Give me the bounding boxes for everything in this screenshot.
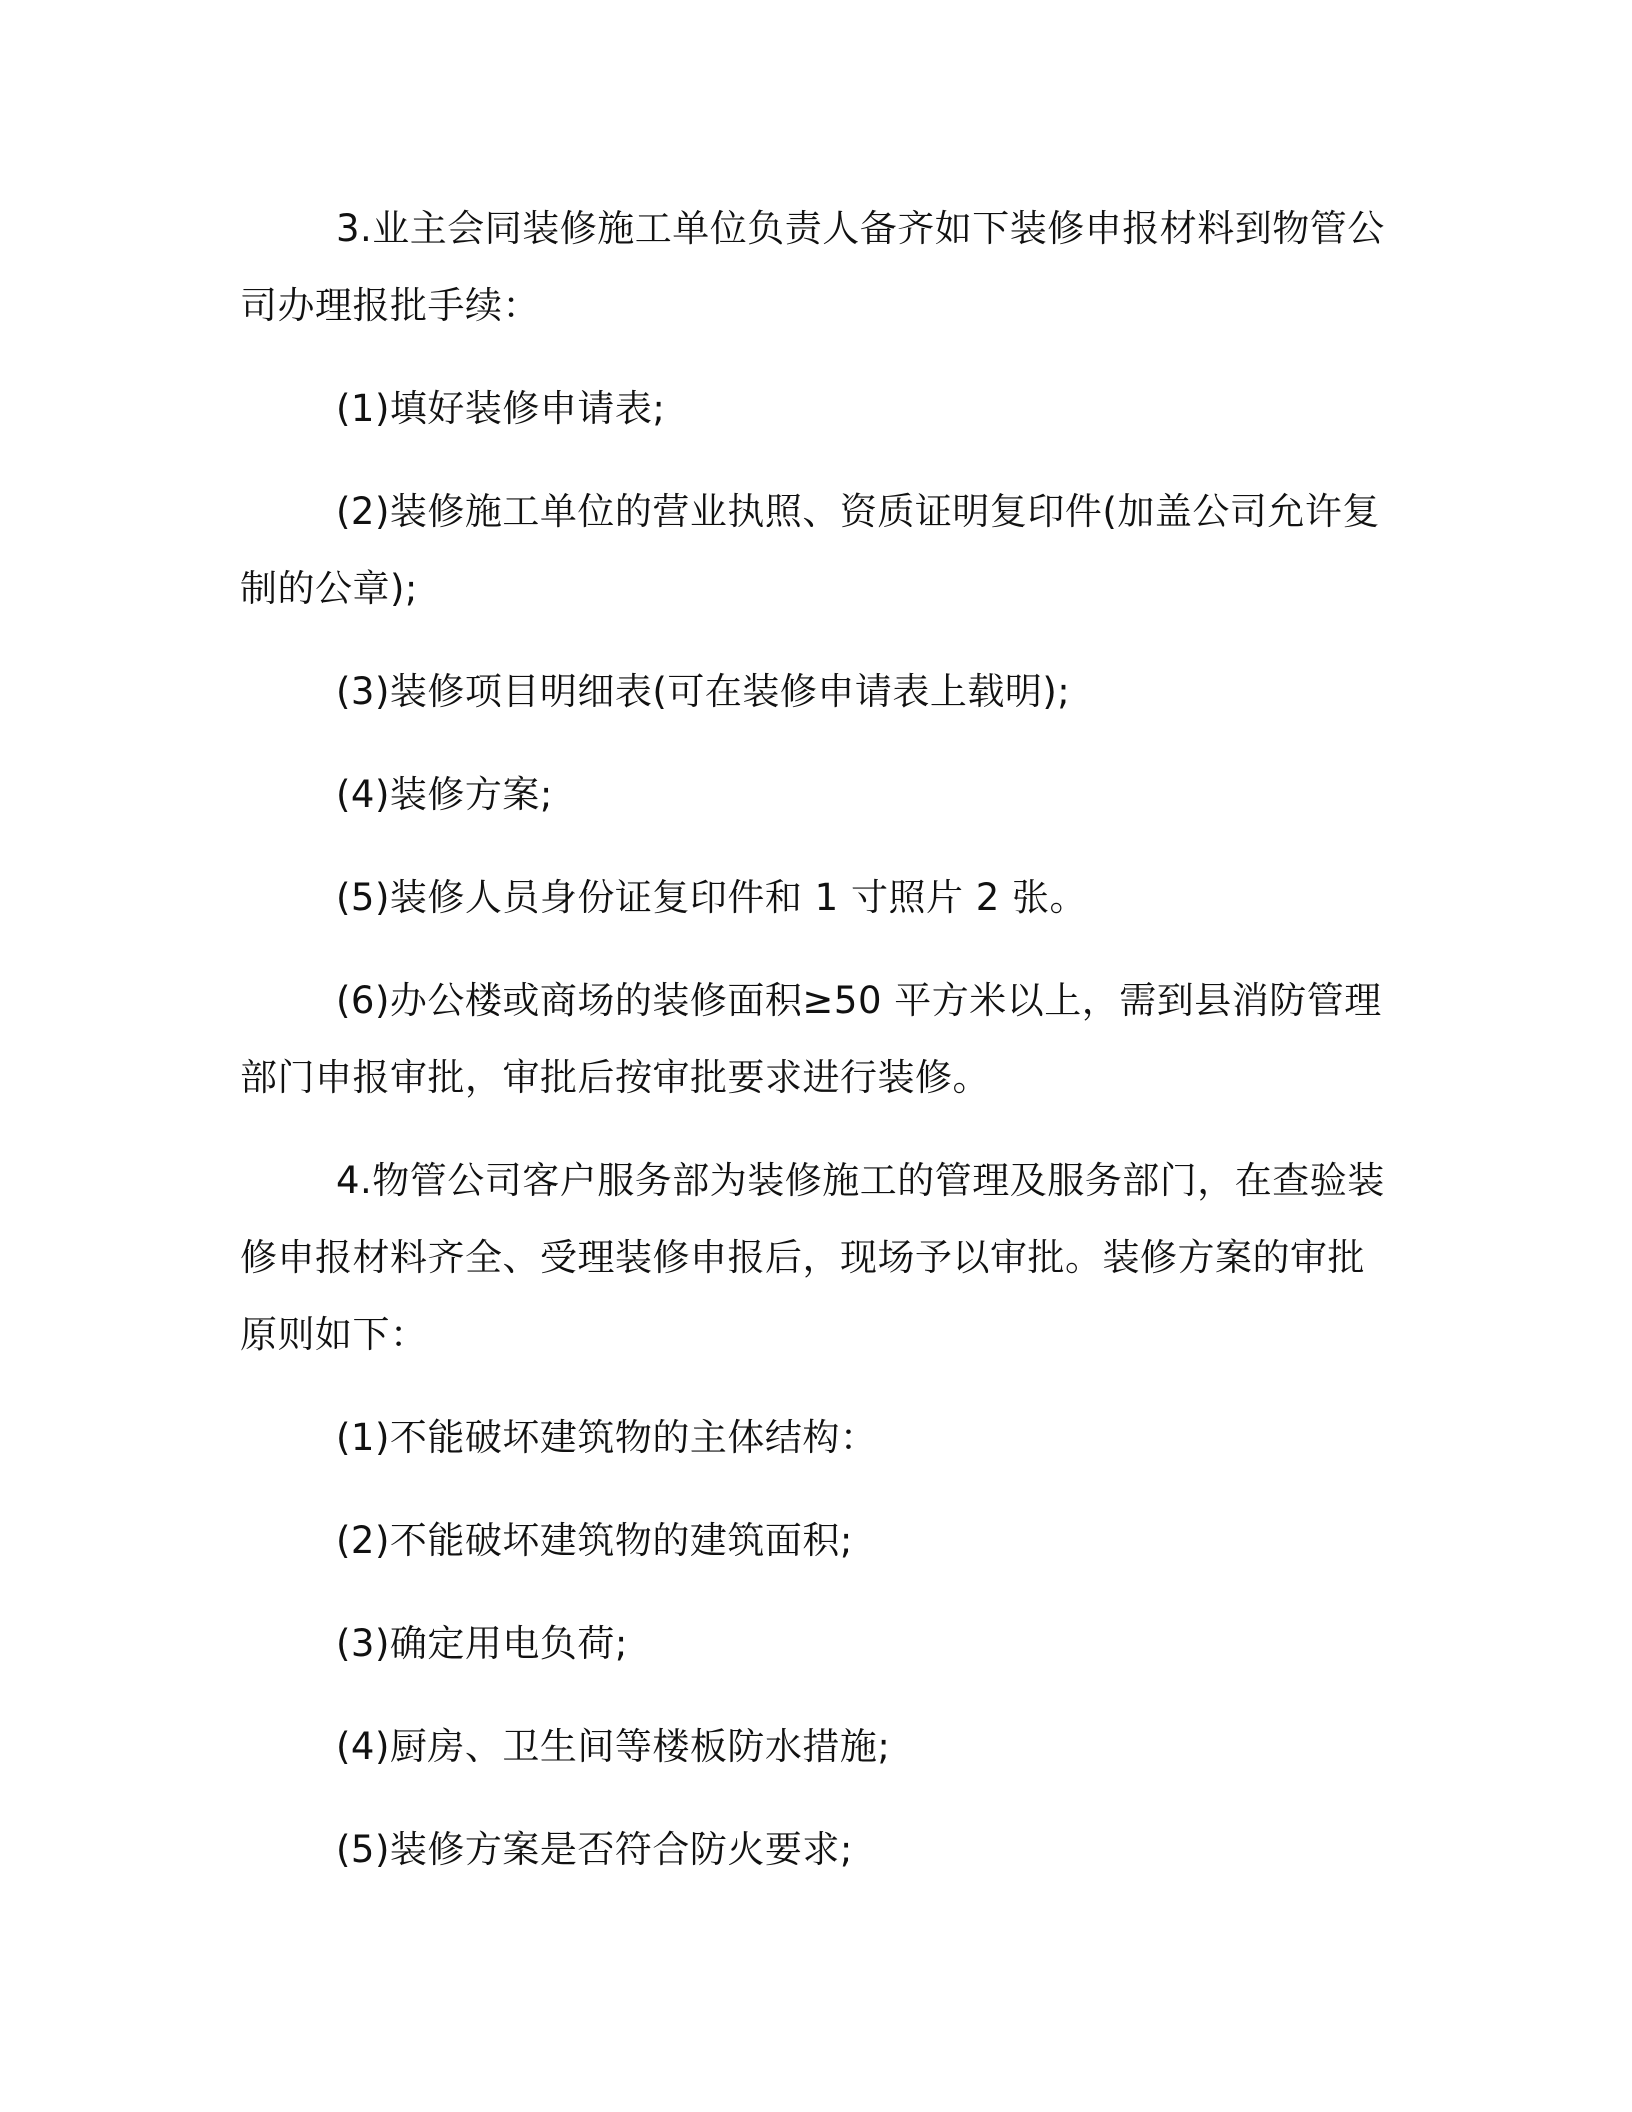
paragraph-item4-intro: 4.物管公司客户服务部为装修施工的管理及服务部门，在查验装修申报材料齐全、受理装修申报后，现场予以审批。装修方案的审批原则如下： bbox=[240, 1159, 1385, 1356]
paragraph-item3-intro: 3.业主会同装修施工单位负责人备齐如下装修申报材料到物管公司办理报批手续： bbox=[240, 207, 1385, 327]
document-body bbox=[240, 190, 1390, 1914]
paragraph-item3-3: (3)装修项目明细表(可在装修申请表上载明); bbox=[336, 670, 1071, 713]
paragraph-item4-4: (4)厨房、卫生间等楼板防水措施; bbox=[336, 1725, 891, 1768]
paragraph-item3-5: (5)装修人员身份证复印件和 1 寸照片 2 张。 bbox=[336, 876, 1088, 919]
paragraph-item4-3: (3)确定用电负荷; bbox=[336, 1622, 628, 1665]
paragraph-item3-6: (6)办公楼或商场的装修面积≥50 平方米以上，需到县消防管理部门申报审批，审批后按审批要求进行装修。 bbox=[240, 979, 1382, 1099]
paragraph-item3-1: (1)填好装修申请表; bbox=[336, 387, 666, 430]
paragraph-item4-1: (1)不能破坏建筑物的主体结构： bbox=[336, 1416, 878, 1459]
paragraph-item4-2: (2)不能破坏建筑物的建筑面积; bbox=[336, 1519, 853, 1562]
paragraph-item3-2: (2)装修施工单位的营业执照、资质证明复印件(加盖公司允许复制的公章); bbox=[240, 490, 1380, 610]
paragraph-item3-4: (4)装修方案; bbox=[336, 773, 553, 816]
paragraph-item4-5: (5)装修方案是否符合防火要求; bbox=[336, 1828, 853, 1871]
